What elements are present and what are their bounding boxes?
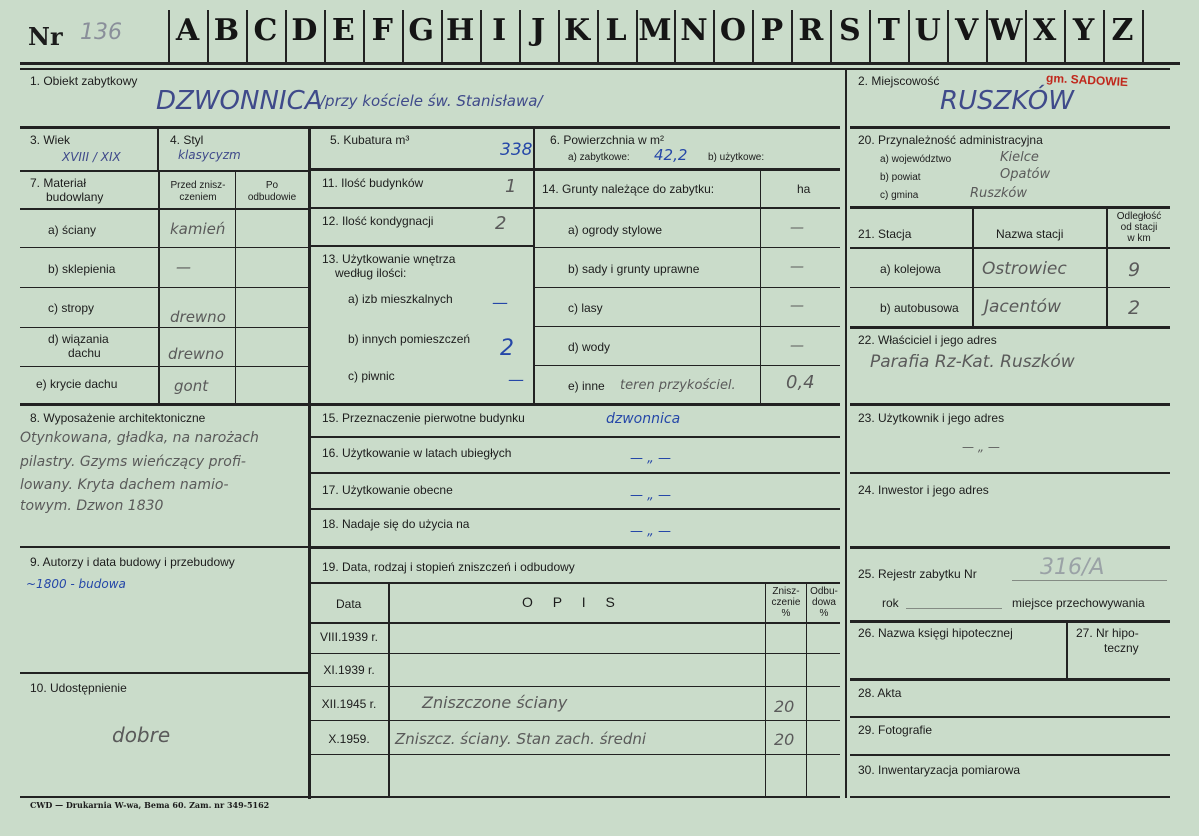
alphabet-letter-g: G: [408, 13, 435, 48]
alphabet-letter-b: B: [213, 13, 240, 48]
f26-27-v: [1066, 622, 1068, 679]
f9-value: ~1800 - budowa: [26, 577, 126, 591]
f20-a-value: Kielce: [1000, 150, 1039, 165]
f19-col-desc: O P I S: [522, 594, 623, 610]
f20-b-label: b) powiat: [880, 172, 921, 183]
f7-row-d-value: drewno: [168, 345, 224, 363]
f7-row-a-label: a) ściany: [48, 223, 97, 237]
f20-c-value: Ruszków: [970, 186, 1027, 201]
f19-label: 19. Data, rodzaj i stopień zniszczeń i odbudowy: [322, 560, 575, 574]
f19-col-date: Data: [336, 597, 362, 611]
alphabet-divider: [1142, 10, 1144, 62]
alphabet-letter-z: Z: [1111, 13, 1134, 48]
alphabet-letter-p: P: [760, 13, 784, 48]
f12-value: 2: [495, 213, 507, 234]
f19-col-rebuild-3: %: [819, 608, 829, 619]
f14-row-e-label: e) inne: [568, 379, 605, 393]
f7-row-e-value: gont: [174, 377, 209, 395]
v-right-section: [845, 68, 847, 798]
f11-bottom: [310, 207, 534, 209]
f13-c-label: c) piwnic: [348, 369, 395, 383]
f19-col-destr-1: Znisz-: [772, 586, 800, 597]
f28-label: 28. Akta: [858, 686, 902, 700]
f7-h2: [20, 287, 310, 288]
f6-a-value: 42,2: [654, 146, 688, 164]
f4-value: klasycyzm: [178, 148, 241, 162]
f22-bottom: [850, 403, 1170, 406]
f5-value: 338: [500, 140, 533, 160]
alphabet-letter-n: N: [680, 13, 708, 48]
f21-v1: [972, 209, 974, 326]
alphabet-letter-r: R: [798, 13, 824, 48]
f24-bottom: [850, 546, 1170, 549]
f20-b-value: Opatów: [1000, 167, 1051, 182]
alphabet-letter-w: W: [988, 13, 1023, 48]
f21-col-dist-2: od stacji: [1120, 222, 1158, 233]
alphabet-letter-x: X: [1032, 13, 1057, 48]
f3-value: XVIII / XIX: [62, 150, 121, 164]
f21-b-name: Jacentów: [984, 297, 1061, 317]
f19-row4-desc: Zniszcz. ściany. Stan zach. średni: [395, 730, 647, 748]
f3-label: 3. Wiek: [30, 133, 71, 147]
f1-value-sub: /przy kościele św. Stanisława/: [320, 92, 543, 110]
f19-col-destr-2: czenie: [771, 597, 801, 608]
f19-row4-date: X.1959.: [328, 732, 370, 746]
f19-h0: [310, 622, 840, 624]
f30-bottom: [850, 796, 1170, 798]
f7-row-a-value: kamień: [170, 220, 226, 238]
header-divider: [20, 62, 1180, 65]
f13-b-label: b) innych pomieszczeń: [348, 332, 471, 346]
f13-label-1: 13. Użytkowanie wnętrza: [322, 252, 456, 266]
f21-a-label: a) kolejowa: [880, 262, 941, 276]
alphabet-letter-a: A: [175, 13, 200, 48]
alphabet-letter-v: V: [955, 13, 979, 48]
f14-h2: [535, 287, 840, 288]
printer-note: CWD — Drukarnia W-wa, Bema 60. Zam. nr 349-5162: [30, 800, 270, 810]
f19-row3-date: XII.1945 r.: [321, 697, 377, 711]
alphabet-letter-t: T: [877, 13, 900, 48]
alphabet-letter-l: L: [605, 13, 627, 48]
f28-bottom: [850, 716, 1170, 718]
f22-label: 22. Właściciel i jego adres: [858, 333, 997, 347]
f23-value: — „ —: [962, 440, 1000, 454]
f14-h0: [535, 207, 840, 209]
f19-h1: [310, 653, 840, 654]
alphabet-letter-o: O: [719, 13, 746, 48]
f14-row-c-value: —: [790, 298, 804, 314]
f9-label: 9. Autorzy i data budowy i przebudowy: [30, 555, 235, 569]
f27-label-2: teczny: [1104, 641, 1139, 655]
f4-label: 4. Styl: [170, 133, 204, 147]
f19-row3-desc: Zniszczone ściany: [422, 693, 568, 712]
f6-b-label: b) użytkowe:: [708, 152, 765, 163]
f23-bottom: [850, 472, 1170, 474]
f7-v2: [235, 172, 236, 404]
f2-stamp: gm. SADOWIE: [1045, 70, 1129, 90]
f22-value: Parafia Rz-Kat. Ruszków: [870, 352, 1075, 372]
f7-row-e-label: e) krycie dachu: [36, 377, 118, 391]
f7-row-d-label-2: dachu: [68, 346, 101, 360]
f13-b-value: 2: [500, 336, 514, 361]
f20-label: 20. Przynależność administracyjna: [858, 133, 1043, 147]
f7-label-2: budowlany: [46, 190, 104, 204]
f15-value: dzwonnica: [606, 411, 681, 427]
f19-row3-pct: 20: [774, 697, 795, 716]
f25-bottom: [850, 620, 1170, 623]
f7-h3: [20, 327, 310, 328]
f19-h4: [310, 754, 840, 755]
f21-col-name: Nazwa stacji: [996, 227, 1064, 241]
row1-bottom: [20, 126, 840, 129]
f18-value: — „ —: [630, 524, 671, 539]
f24-label: 24. Inwestor i jego adres: [858, 483, 989, 497]
f9-bottom: [20, 672, 310, 674]
f7-row-b-label: b) sklepienia: [48, 262, 116, 276]
f25-rok-dots: [906, 608, 1002, 609]
f23-label: 23. Użytkownik i jego adres: [858, 411, 1005, 425]
f12-label: 12. Ilość kondygnacji: [322, 214, 434, 228]
alphabet-letter-c: C: [253, 13, 278, 48]
f14-row-a-value: —: [790, 220, 804, 236]
f13-a-value: —: [492, 293, 508, 312]
f7-col-after-2: odbudowie: [247, 192, 297, 203]
f8-line-3: lowany. Kryta dachem namio-: [20, 477, 229, 493]
f8-line-2: pilastry. Gzyms wieńczący profi-: [20, 454, 246, 470]
f13-c-value: —: [508, 370, 524, 389]
f7-row-b-value: —: [176, 258, 191, 276]
f7-row-c-value: drewno: [170, 308, 226, 326]
nr-value: 136: [80, 20, 122, 45]
f25-value: 316/A: [1040, 555, 1105, 580]
f21-a-name: Ostrowiec: [982, 259, 1067, 279]
f16-label: 16. Użytkowanie w latach ubiegłych: [322, 446, 512, 460]
f10-label: 10. Udostępnienie: [30, 681, 127, 695]
f19-row4-pct: 20: [774, 730, 795, 749]
f11-value: 1: [505, 176, 517, 197]
f7-col-before-2: czeniem: [179, 192, 217, 203]
f14-h4: [535, 365, 840, 366]
row3-bottom: [20, 170, 310, 172]
f1-label: 1. Obiekt zabytkowy: [30, 74, 138, 88]
f10-value: dobre: [112, 723, 171, 747]
f21-b-label: b) autobusowa: [880, 301, 959, 315]
f17-bottom: [310, 508, 840, 510]
f6-a-label: a) zabytkowe:: [568, 152, 630, 163]
f19-v1: [388, 582, 390, 798]
alphabet-letter-d: D: [291, 13, 318, 48]
f14-row-d-value: —: [790, 338, 804, 354]
f14-row-b-value: —: [790, 259, 804, 275]
f21-bottom: [850, 326, 1170, 329]
f21-col-dist-3: w km: [1127, 233, 1151, 244]
f14-h1: [535, 247, 840, 248]
f7-row-d-label-1: d) wiązania: [48, 332, 109, 346]
f6-label: 6. Powierzchnia w m²: [550, 133, 665, 147]
f27-label-1: 27. Nr hipo-: [1076, 626, 1139, 640]
f20-c-label: c) gmina: [880, 190, 919, 201]
f19-col-rebuild-2: dowa: [812, 597, 836, 608]
f15-label: 15. Przeznaczenie pierwotne budynku: [322, 411, 525, 425]
f26-bottom: [850, 678, 1170, 681]
f17-label: 17. Użytkowanie obecne: [322, 483, 453, 497]
f8-label: 8. Wyposażenie architektoniczne: [30, 411, 206, 425]
alphabet-letter-f: F: [371, 13, 393, 48]
f25-dots: [1012, 580, 1167, 581]
f15-bottom: [310, 436, 840, 438]
f17-value: — „ —: [630, 488, 671, 503]
f25-rok-label: rok: [882, 596, 899, 610]
f25-miejsce-label: miejsce przechowywania: [1012, 596, 1145, 610]
f8-line-1: Otynkowana, gładka, na narożach: [20, 430, 259, 446]
f14-label: 14. Grunty należące do zabytku:: [542, 182, 715, 196]
f14-row-e-value: 0,4: [786, 372, 815, 393]
f19-h2: [310, 686, 840, 687]
f13-a-label: a) izb mieszkalnych: [348, 292, 453, 306]
f19-col-rebuild-1: Odbu-: [810, 586, 838, 597]
f26-label: 26. Nazwa księgi hipotecznej: [858, 626, 1013, 640]
f14-h3: [535, 326, 840, 327]
f25-label: 25. Rejestr zabytku Nr: [858, 567, 977, 581]
f2-value: RUSZKÓW: [940, 86, 1074, 116]
f19-row2-date: XI.1939 r.: [323, 663, 375, 677]
alphabet-letter-s: S: [838, 13, 861, 48]
alphabet-letter-y: Y: [1072, 13, 1095, 48]
f29-bottom: [850, 754, 1170, 756]
alphabet-letter-j: J: [531, 13, 546, 48]
f21-a-dist: 9: [1128, 259, 1141, 281]
f16-bottom: [310, 472, 840, 474]
f14-row-d-label: d) wody: [568, 340, 611, 354]
f20-a-label: a) województwo: [880, 154, 952, 165]
f12-bottom: [310, 245, 534, 247]
f7-label-1: 7. Materiał: [30, 176, 87, 190]
main-top: [20, 68, 1170, 70]
f21-b-dist: 2: [1128, 297, 1141, 319]
f7-col-before-1: Przed znisz-: [170, 180, 226, 191]
f19-bottom: [20, 796, 840, 798]
row20-bottom: [850, 206, 1170, 209]
f19-row1-date: VIII.1939 r.: [319, 630, 379, 644]
f18-bottom: [310, 546, 840, 549]
alphabet-letter-h: H: [446, 13, 475, 48]
f8-line-4: towym. Dzwon 1830: [20, 498, 164, 514]
v-3-4: [157, 129, 159, 172]
f7-h4: [20, 366, 310, 367]
f21-col-dist-1: Odległość: [1116, 211, 1162, 222]
f1-value-main: DZWONNICA: [156, 86, 323, 116]
f13-label-2: według ilości:: [335, 266, 407, 280]
f14-unit: ha: [797, 182, 811, 196]
f14-row-e-note: teren przykościel.: [620, 378, 736, 393]
f7-header-bottom: [20, 208, 310, 210]
f7-col-after-1: Po: [265, 180, 279, 191]
alphabet-letter-u: U: [914, 13, 941, 48]
f21-label: 21. Stacja: [858, 227, 912, 241]
f30-label: 30. Inwentaryzacja pomiarowa: [858, 763, 1021, 777]
nr-label: Nr: [28, 22, 63, 51]
row7-bottom: [20, 403, 840, 406]
f21-h2: [850, 287, 1170, 288]
f19-h3: [310, 720, 840, 721]
f7-h1: [20, 247, 310, 248]
f8-bottom: [20, 546, 310, 548]
f21-h1: [850, 247, 1170, 249]
f14-row-c-label: c) lasy: [568, 301, 603, 315]
alphabet-letter-e: E: [331, 13, 355, 48]
f14-row-a-label: a) ogrody stylowe: [568, 223, 663, 237]
f11-label: 11. Ilość budynków: [322, 176, 424, 190]
f18-label: 18. Nadaje się do użycia na: [322, 517, 470, 531]
alphabet-letter-i: I: [492, 13, 507, 48]
f7-row-c-label: c) stropy: [48, 301, 95, 315]
f29-label: 29. Fotografie: [858, 723, 933, 737]
f16-value: — „ —: [630, 451, 671, 466]
f5-label: 5. Kubatura m³: [330, 133, 410, 147]
alphabet-letter-m: M: [638, 13, 672, 48]
row2-bottom: [850, 126, 1170, 129]
f19-col-destr-3: %: [781, 608, 791, 619]
f14-row-b-label: b) sady i grunty uprawne: [568, 262, 700, 276]
f2-label: 2. Miejscowość: [858, 74, 940, 88]
f7-v1: [158, 172, 160, 404]
alphabet-letter-k: K: [564, 13, 591, 48]
